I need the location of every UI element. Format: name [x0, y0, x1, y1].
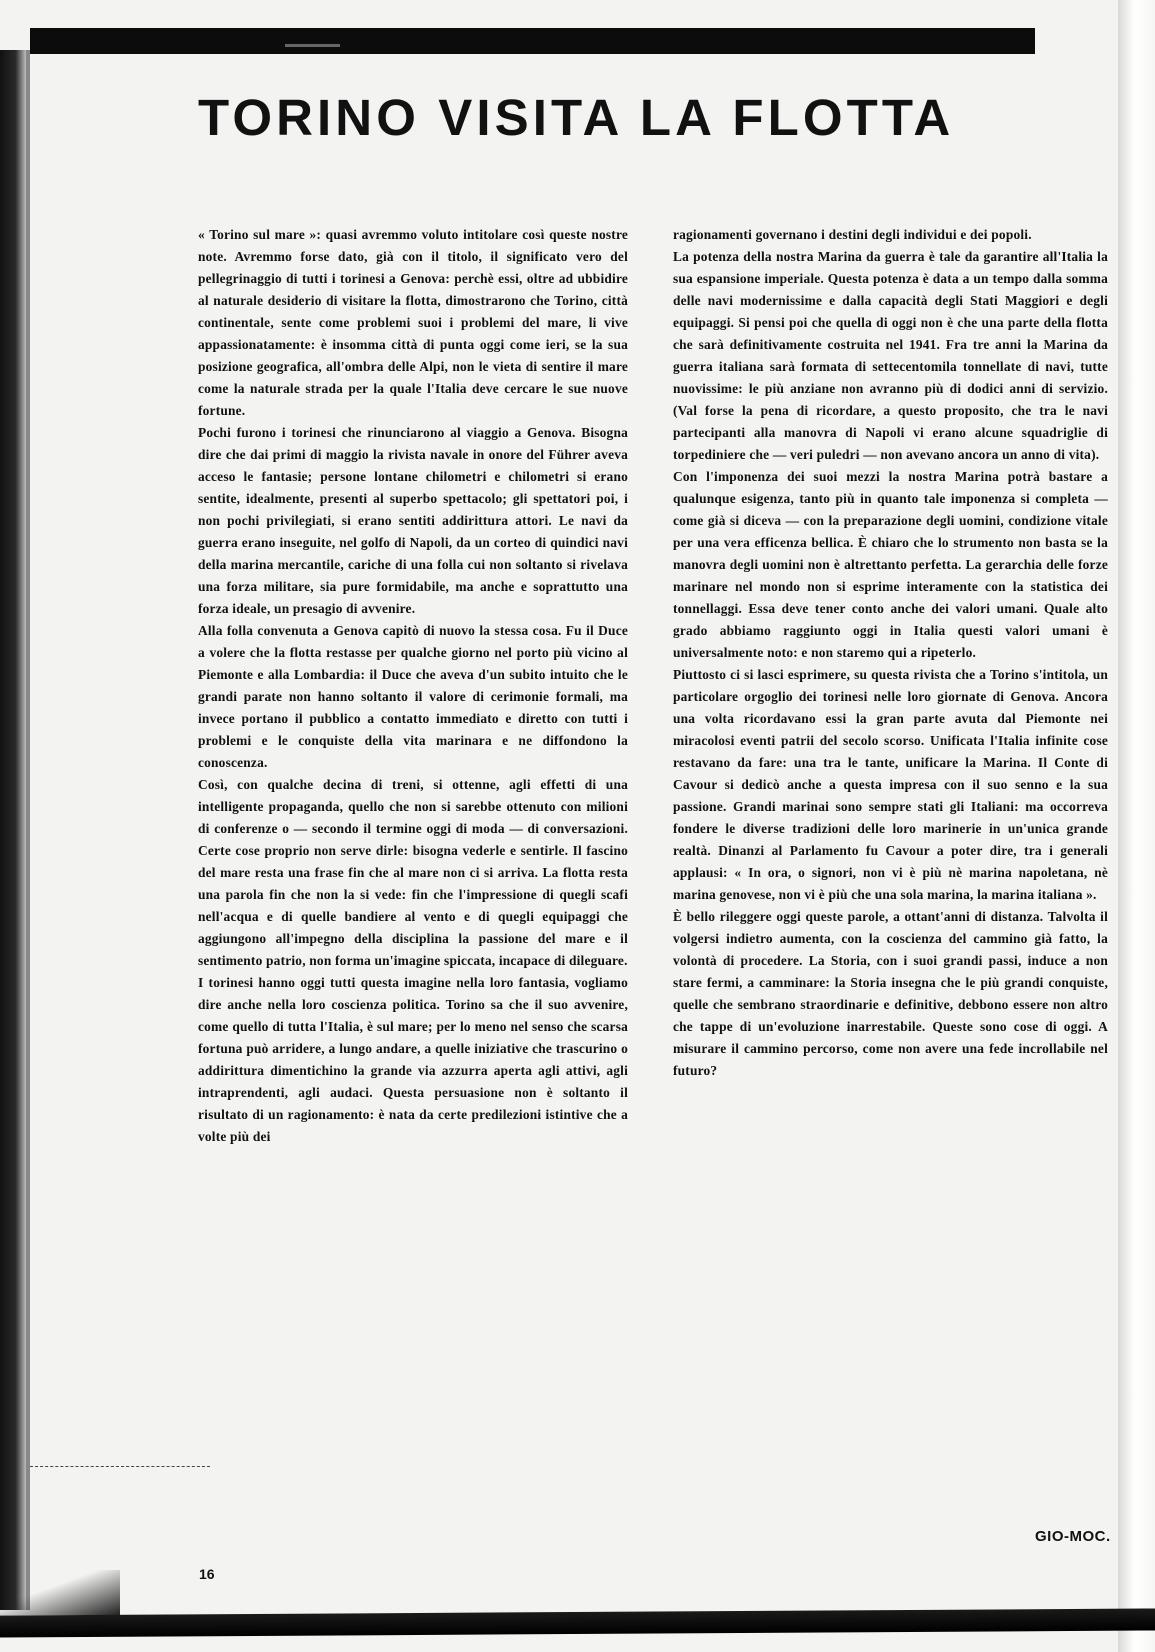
- left-column: [198, 224, 628, 1148]
- article-title: TORINO VISITA LA FLOTTA: [198, 89, 955, 146]
- page-number: 16: [199, 1566, 215, 1582]
- margin-dash-marks: [30, 1466, 210, 1469]
- paragraph: È bello rileggere oggi queste parole, a ottant'anni di distanza. Talvolta il volgersi indietro aumenta, con la coscienza del cammino già fatto, la volontà di procedere. La Storia, con i suoi grandi passi, induce a non stare fermi, a camminare: la Storia insegna che le più grandi conquiste, quelle che sembrano straordinarie e definitive, debbono essere non altro che tappe di un'evoluzione inarrestabile. Queste sono cose di oggi. A misurare il cammino percorso, come non avere una fede incrollabile nel futuro?: [673, 909, 1108, 1078]
- paragraph: Così, con qualche decina di treni, si ottenne, agli effetti di una intelligente propaganda, quello che non si sarebbe ottenuto con milioni di conferenze o — secondo il termine oggi di moda — di conversazioni. Certe cose proprio non serve dirle: bisogna vederle e sentirle. Il fascino del mare resta una frase fin che al mare non ci si arriva. La flotta resta una parola fin che non la si vede: fin che l'impressione di quegli scafi nell'acqua e di quelle bandiere al vento e di quegli equipaggi che aggiungono all'impegno della disciplina la passione del mare e il sentimento patrio, non forma un'imagine spiccata, incapace di dileguare.: [198, 777, 628, 968]
- paragraph: Piuttosto ci si lasci esprimere, su questa rivista che a Torino s'intitola, un particolare orgoglio dei torinesi nelle loro giornate di Genova. Ancora una volta ricordavano essi la gran parte avuta dal Piemonte nei miracolosi eventi patrii del secolo scorso. Unificata l'Italia infinite cose restavano da fare: una tra le tante, unificare la Marina. Il Conte di Cavour si dedicò anche a questa impresa con il suo senno e la sua passione. Grandi marinai sono sempre stati gli Italiani: ma occorreva fondere le diverse tradizioni delle loro marinerie in un'unica grande realtà. Dinanzi al Parlamento fu Cavour a poter dire, tra i generali applausi: « In ora, o signori, non vi è più nè marina napoletana, nè marina genovese, non vi è più che una sola marina, la marina italiana ».: [673, 667, 1108, 902]
- paragraph: « Torino sul mare »: quasi avremmo voluto intitolare così queste nostre note. Avremmo forse dato, già con il titolo, il significato vero del pellegrinaggio di tutti i torinesi a Genova: perchè essi, oltre ad ubbidire al naturale desiderio di visitare la flotta, dimostrarono che Torino, città continentale, sente come problemi suoi i problemi del mare, li vive appassionatamente: è insomma città di punta oggi come ieri, se la sua posizione geografica, all'ombra delle Alpi, non le vieta di sentire il mare come la naturale strada per la quale l'Italia deve cercare le sue nuove fortune.: [198, 227, 628, 418]
- bottom-black-bar: [0, 1608, 1155, 1637]
- author-signature: GIO-MOC.: [1035, 1528, 1111, 1545]
- left-page-edge: [0, 50, 26, 1610]
- paragraph: Pochi furono i torinesi che rinunciarono al viaggio a Genova. Bisogna dire che dai primi di maggio la rivista navale in onore del Führer aveva acceso le fantasie; persone lontane chilometri e chilometri si erano sentite, idealmente, presenti al superbo spettacolo; gli spettatori poi, i non pochi privilegiati, si erano sentiti addirittura attori. Le navi da guerra erano inseguite, nel golfo di Napoli, da un corteo di quindici navi della marina mercantile, cariche di una folla cui non soltanto si rivelava una forza militare, sia pure formidabile, ma anche e soprattutto una forza ideale, un presagio di avvenire.: [198, 425, 628, 616]
- paragraph: Alla folla convenuta a Genova capitò di nuovo la stessa cosa. Fu il Duce a volere che la flotta restasse per qualche giorno nel porto più vicino al Piemonte e alla Lombardia: il Duce che aveva d'un subito intuito che le grandi parate non hanno soltanto il valore di cerimonie formali, ma invece portano il pubblico a contatto immediato e diretto con tutti i problemi e le conquiste della vita marinara e ne diffondono la conoscenza.: [198, 623, 628, 770]
- right-page-edge: [1118, 0, 1155, 1652]
- top-black-bar: [30, 28, 1035, 54]
- bottom-left-shadow: [0, 1570, 120, 1615]
- right-column: [673, 224, 1108, 1082]
- paragraph: I torinesi hanno oggi tutti questa imagine nella loro fantasia, vogliamo dire anche nella loro coscienza politica. Torino sa che il suo avvenire, come quello di tutta l'Italia, è sul mare; per lo meno nel senso che scarsa fortuna può arridere, a lungo andare, a quelle iniziative che trascurino o addirittura dimentichino la grande via azzurra aperta agli attivi, agli intraprendenti, agli audaci. Questa persuasione non è soltanto il risultato di un ragionamento: è nata da certe predilezioni istintive che a volte più dei: [198, 975, 628, 1144]
- paragraph: Con l'imponenza dei suoi mezzi la nostra Marina potrà bastare a qualunque esigenza, tanto più in quanto tale imponenza si completa — come già si diceva — con la preparazione degli uomini, condizione vitale per una vera efficenza bellica. È chiaro che lo strumento non basta se la manovra degli uomini non è altrettanto perfetta. La gerarchia delle forze marinare nel mondo non si esprime interamente con la statistica dei tonnellaggi. Essa deve tener conto anche dei valori umani. Quale alto grado abbiamo raggiunto oggi in Italia questi valori umani è universalmente noto: e non staremo qui a ripeterlo.: [673, 469, 1108, 660]
- paragraph: ragionamenti governano i destini degli individui e dei popoli.: [673, 227, 1032, 242]
- paragraph: La potenza della nostra Marina da guerra è tale da garantire all'Italia la sua espansione imperiale. Questa potenza è data a un tempo dalla somma delle navi modernissime e dalla capacità degli Stati Maggiori e degli equipaggi. Si pensi poi che quella di oggi non è che una parte della flotta che sarà definitivamente costruita nel 1941. Fra tre anni la Marina da guerra italiana sarà formata di settecentomila tonnellate di navi, tutte nuovissime: le più anziane non avranno più di dodici anni di servizio. (Val forse la pena di ricordare, a questo proposito, che tra le navi partecipanti alla manovra di Napoli vi erano alcune squadriglie di torpediniere che — veri puledri — non avevano ancora un anno di vita).: [673, 249, 1108, 462]
